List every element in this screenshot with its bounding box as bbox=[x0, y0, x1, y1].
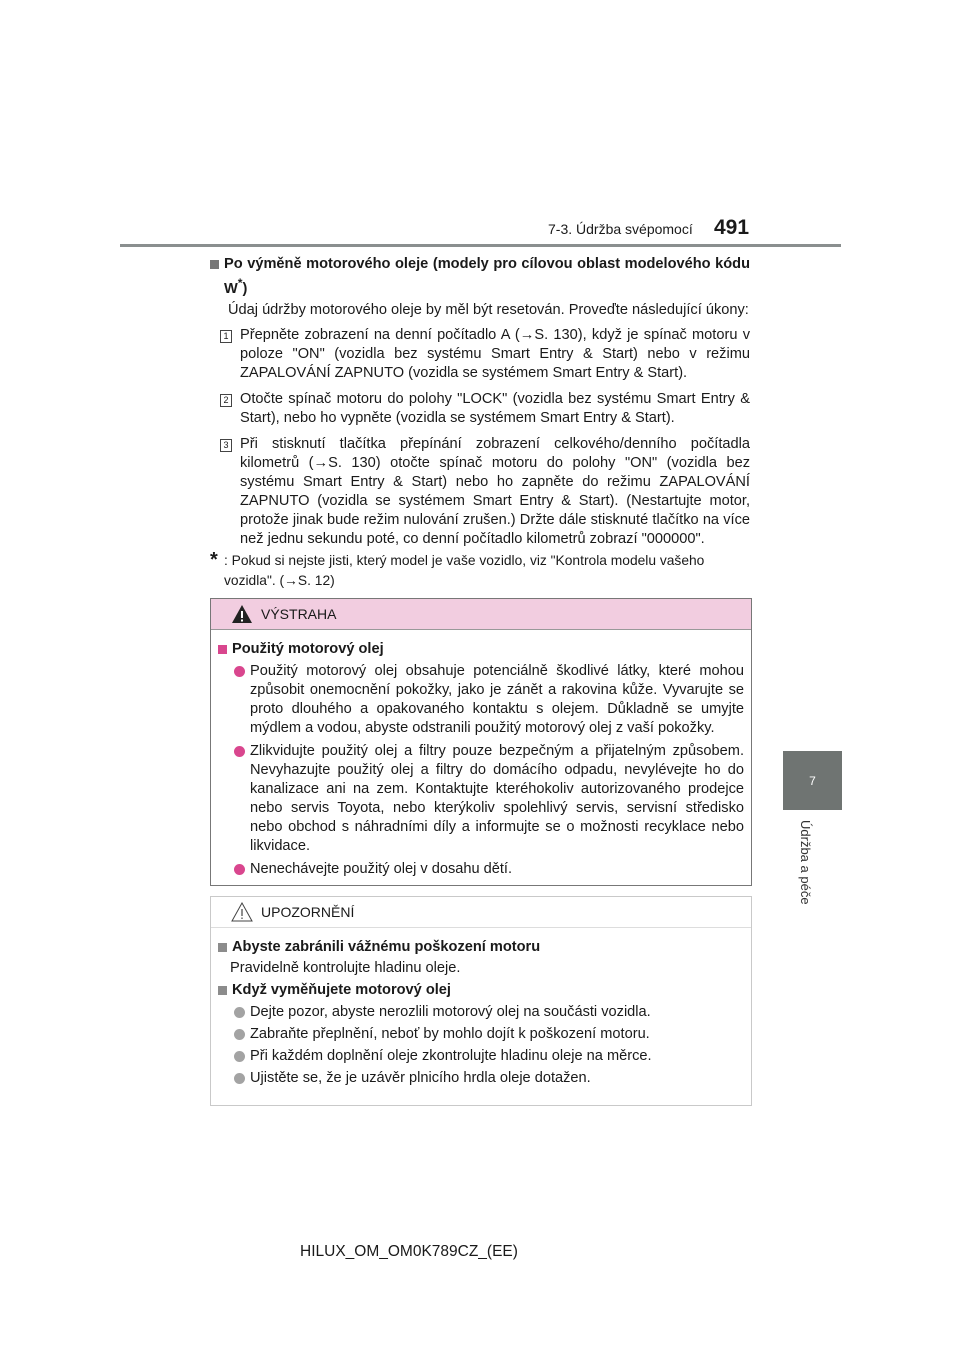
bullet-dot-icon bbox=[234, 1051, 245, 1062]
bullet-dot-icon bbox=[234, 666, 245, 677]
warning-bullet: Nenechávejte použitý olej v dosahu dětí. bbox=[218, 860, 744, 879]
step-1 bbox=[210, 326, 750, 383]
warning-box bbox=[210, 598, 752, 886]
bullet-dot-icon bbox=[234, 1073, 245, 1084]
bullet-dot-icon bbox=[234, 1007, 245, 1018]
main-content bbox=[210, 255, 750, 591]
caution-text: Pravidelně kontrolujte hladinu oleje. bbox=[230, 960, 461, 976]
intro-text: Údaj údržby motorového oleje by měl být resetován. Proveďte následující úkony: bbox=[228, 301, 749, 318]
warning-bullet: Zlikvidujte použitý olej a filtry pouze bezpečným a přijatelným způsobem. Nevyhazujte použitý olej a filtry do domácího odpadu, nevylévejte ho do kanalizace ani na zem. Kontaktujte kteréhokoliv autorizovaného prodejce nebo servis Toyota, nebo kterýkoliv spolehlivý servis, servisní středisko nebo obchod s náhradními díly a informujte se o možnosti recyklace nebo likvidace. bbox=[218, 742, 744, 856]
caution-bullet: Zabraňte přeplnění, neboť by mohlo dojít k poškození motoru. bbox=[218, 1025, 744, 1044]
chapter-label: Údržba a péče bbox=[798, 820, 813, 905]
heading-star: * bbox=[237, 276, 243, 290]
warning-header bbox=[211, 599, 751, 630]
bullet-dot-icon bbox=[234, 1029, 245, 1040]
warning-bullet: Použitý motorový olej obsahuje potenciálně škodlivé látky, které mohou způsobit onemocnění pokožky, jako je zánět a rakovina kůže. Vyvarujte se proto dlouhého a opakovaného kontaktu s olejem. Důkladně se umyjte mýdlem a vodou, abyste odstranili použitý motorový olej z vaší pokožky. bbox=[218, 662, 744, 738]
footnote bbox=[210, 548, 750, 591]
caution-triangle-icon bbox=[231, 902, 253, 922]
header-rule bbox=[120, 244, 841, 247]
bullet-dot-icon bbox=[234, 746, 245, 757]
step-number: 1 bbox=[220, 330, 232, 343]
chapter-number: 7 bbox=[809, 773, 816, 788]
step-text: Otočte spínač motoru do polohy "LOCK" (vozidla bez systému Smart Entry & Start), nebo ho vypněte (vozidla se systémem Smart Entry & Start). bbox=[240, 390, 750, 426]
warning-title: VÝSTRAHA bbox=[261, 606, 337, 622]
caution-title: UPOZORNĚNÍ bbox=[261, 904, 355, 920]
heading-end: ) bbox=[242, 280, 248, 297]
step-3 bbox=[210, 435, 750, 549]
caution-bullet: Při každém doplnění oleje zkontrolujte hladinu oleje na měrce. bbox=[218, 1047, 744, 1066]
document-code: HILUX_OM_OM0K789CZ_(EE) bbox=[300, 1243, 518, 1260]
oil-reset-heading bbox=[210, 255, 750, 299]
heading-text: Po výměně motorového oleje (modely pro cílovou oblast modelového kódu W bbox=[224, 256, 750, 297]
step-text: Přepněte zobrazení na denní počítadlo A (→S. 130), když je spínač motoru v poloze "ON" (vozidla bez systému Smart Entry & Start) nebo v režimu ZAPALOVÁNÍ ZAPNUTO (vozidla se systémem Smart Entry & Start). bbox=[240, 326, 750, 381]
square-bullet-icon bbox=[218, 986, 227, 995]
warning-triangle-icon bbox=[231, 604, 253, 624]
caution-heading-engine: Abyste zabránili vážnému poškození motoru bbox=[218, 938, 744, 957]
step-2 bbox=[210, 390, 750, 428]
bullet-dot-icon bbox=[234, 864, 245, 875]
square-bullet-icon bbox=[210, 260, 219, 269]
caution-heading-oil-change: Když vyměňujete motorový olej bbox=[218, 981, 744, 1000]
page-number: 491 bbox=[714, 216, 750, 239]
caution-bullet: Dejte pozor, abyste nerozlili motorový olej na součásti vozidla. bbox=[218, 1003, 744, 1022]
step-number: 2 bbox=[220, 394, 232, 407]
step-number: 3 bbox=[220, 439, 232, 452]
square-bullet-icon bbox=[218, 943, 227, 952]
step-text: Při stisknutí tlačítka přepínání zobrazení celkového/denního počítadla kilometrů (→S. 130) otočte spínač motoru do polohy "ON" (vozidla bez systému Smart Entry & Start) nebo ho zapněte do režimu ZAPALOVÁNÍ ZAPNUTO (vozidla se systémem Smart Entry & Start). (Nestartujte motor, protože jinak bude režim nulování zrušen.) Držte dále stisknuté tlačítko na více než jednu sekundu poté, co denní počítadlo kilometrů zobrazí "000000". bbox=[240, 435, 750, 547]
caution-bullet: Ujistěte se, že je uzávěr plnicího hrdla oleje dotažen. bbox=[218, 1069, 744, 1088]
footnote-text: : Pokud si nejste jisti, který model je vaše vozidlo, viz "Kontrola modelu vašeho vozidla". (→S. 12) bbox=[224, 552, 705, 588]
square-bullet-icon bbox=[218, 645, 227, 654]
footnote-star: * bbox=[210, 548, 218, 571]
caution-header bbox=[211, 897, 751, 928]
caution-box bbox=[210, 896, 752, 1106]
chapter-tab[interactable] bbox=[783, 751, 842, 810]
section-title: 7-3. Údržba svépomocí bbox=[548, 221, 693, 237]
warning-heading: Použitý motorový olej bbox=[218, 640, 744, 659]
